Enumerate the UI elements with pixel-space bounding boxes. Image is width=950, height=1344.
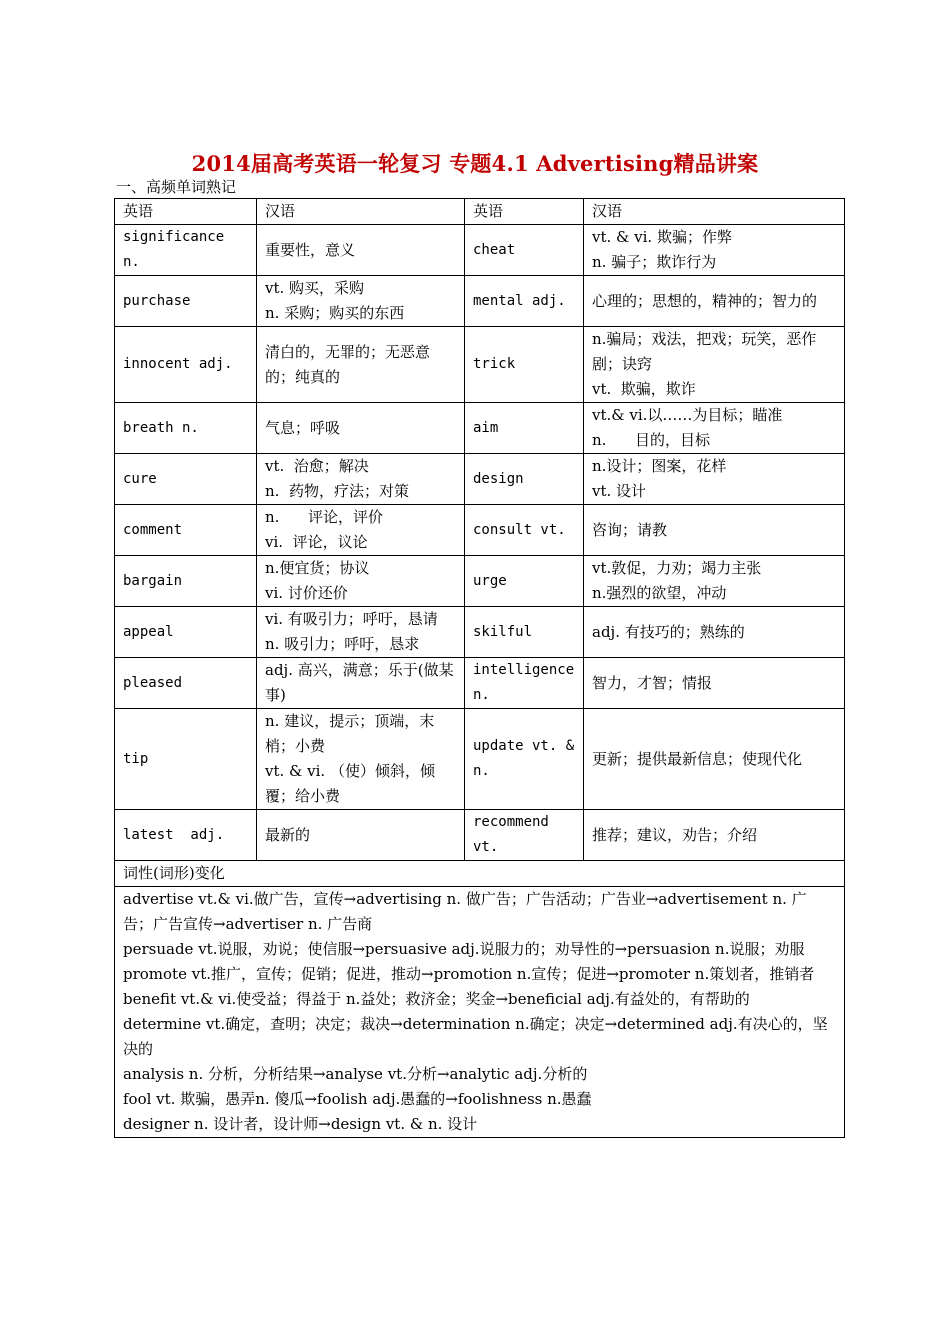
vocabulary-table [114,198,845,1138]
document-title: 2014届高考英语一轮复习 专题4.1 Advertising精品讲案 [191,151,759,176]
chinese-meaning-cell: 气息；呼吸 [257,403,465,454]
english-word-cell: latest adj. [115,810,257,861]
table-header-row [115,199,845,225]
chinese-meaning-cell: 重要性，意义 [257,225,465,276]
chinese-meaning-cell: vi. 有吸引力；呼吁，恳请 n. 吸引力；呼吁，恳求 [257,607,465,658]
word-form-line: fool vt. 欺骗，愚弄n. 傻瓜→foolish adj.愚蠢的→foolishness n.愚蠢 [123,1090,592,1108]
chinese-meaning-cell: vt. 治愈；解决 n. 药物，疗法；对策 [257,454,465,505]
header-english-2: 英语 [465,199,584,225]
english-word-cell: tip [115,709,257,810]
table-row [115,454,845,505]
english-word-cell: cheat [465,225,584,276]
word-form-line: persuade vt.说服，劝说；使信服→persuasive adj.说服力的；劝导性的→persuasion n.说服；劝服 [123,940,805,958]
english-word-cell: intelligence n. [465,658,584,709]
word-form-line: advertise vt.& vi.做广告，宣传→advertising n. 做广告；广告活动；广告业→advertisement n. 广告；广告宣传→advertiser n. 广告商 [123,890,807,933]
english-word-cell: purchase [115,276,257,327]
english-word-cell: design [465,454,584,505]
english-word-cell: skilful [465,607,584,658]
english-word-cell: mental adj. [465,276,584,327]
table-row [115,225,845,276]
word-form-line: designer n. 设计者，设计师→design vt. & n. 设计 [123,1115,478,1133]
word-form-line: determine vt.确定，查明；决定；裁决→determination n.确定；决定→determined adj.有决心的，坚决的 [123,1015,828,1058]
table-row [115,403,845,454]
english-word-cell: recommend vt. [465,810,584,861]
chinese-meaning-cell: adj. 有技巧的；熟练的 [584,607,845,658]
chinese-meaning-cell: n.便宜货；协议 vi. 讨价还价 [257,556,465,607]
chinese-meaning-cell: vt. 购买，采购 n. 采购；购买的东西 [257,276,465,327]
chinese-meaning-cell: 更新；提供最新信息；使现代化 [584,709,845,810]
chinese-meaning-cell: n.设计；图案，花样 vt. 设计 [584,454,845,505]
chinese-meaning-cell: vt.敦促，力劝；竭力主张 n.强烈的欲望，冲动 [584,556,845,607]
word-forms-header-row [115,861,845,887]
chinese-meaning-cell: vt. & vi. 欺骗；作弊 n. 骗子；欺诈行为 [584,225,845,276]
chinese-meaning-cell: 清白的，无罪的；无恶意的；纯真的 [257,327,465,403]
english-word-cell: trick [465,327,584,403]
section-heading: 一、高频单词熟记 [116,178,237,196]
chinese-meaning-cell: 智力，才智；情报 [584,658,845,709]
chinese-meaning-cell: 最新的 [257,810,465,861]
chinese-meaning-cell: vt.& vi.以……为目标；瞄准 n. 目的，目标 [584,403,845,454]
english-word-cell: consult vt. [465,505,584,556]
word-form-line: promote vt.推广，宣传；促销；促进，推动→promotion n.宣传；促进→promoter n.策划者，推销者 [123,965,815,983]
english-word-cell: aim [465,403,584,454]
table-row [115,709,845,810]
chinese-meaning-cell: 推荐；建议，劝告；介绍 [584,810,845,861]
english-word-cell: innocent adj. [115,327,257,403]
table-row [115,556,845,607]
english-word-cell: cure [115,454,257,505]
chinese-meaning-cell: n. 建议，提示；顶端，末梢；小费 vt. & vi. （使）倾斜，倾覆；给小费 [257,709,465,810]
table-row [115,276,845,327]
chinese-meaning-cell: 心理的；思想的，精神的；智力的 [584,276,845,327]
english-word-cell: significance n. [115,225,257,276]
chinese-meaning-cell: 咨询；请教 [584,505,845,556]
english-word-cell: appeal [115,607,257,658]
header-chinese-1: 汉语 [257,199,465,225]
table-row [115,607,845,658]
english-word-cell: urge [465,556,584,607]
chinese-meaning-cell: adj. 高兴，满意；乐于(做某事) [257,658,465,709]
table-row [115,658,845,709]
english-word-cell: breath n. [115,403,257,454]
word-form-line: benefit vt.& vi.使受益；得益于 n.益处；救济金；奖金→beneficial adj.有益处的，有帮助的 [123,990,750,1008]
chinese-meaning-cell: n. 评论，评价 vi. 评论，议论 [257,505,465,556]
english-word-cell: update vt. & n. [465,709,584,810]
word-forms-cell [115,887,845,1138]
table-row [115,810,845,861]
header-chinese-2: 汉语 [584,199,845,225]
word-forms-header: 词性(词形)变化 [115,861,845,887]
english-word-cell: pleased [115,658,257,709]
english-word-cell: comment [115,505,257,556]
chinese-meaning-cell: n.骗局；戏法，把戏；玩笑，恶作剧；诀窍 vt. 欺骗，欺诈 [584,327,845,403]
table-row [115,505,845,556]
header-english-1: 英语 [115,199,257,225]
word-form-line: analysis n. 分析，分析结果→analyse vt.分析→analytic adj.分析的 [123,1065,588,1083]
table-row [115,327,845,403]
english-word-cell: bargain [115,556,257,607]
word-forms-row [115,887,845,1138]
